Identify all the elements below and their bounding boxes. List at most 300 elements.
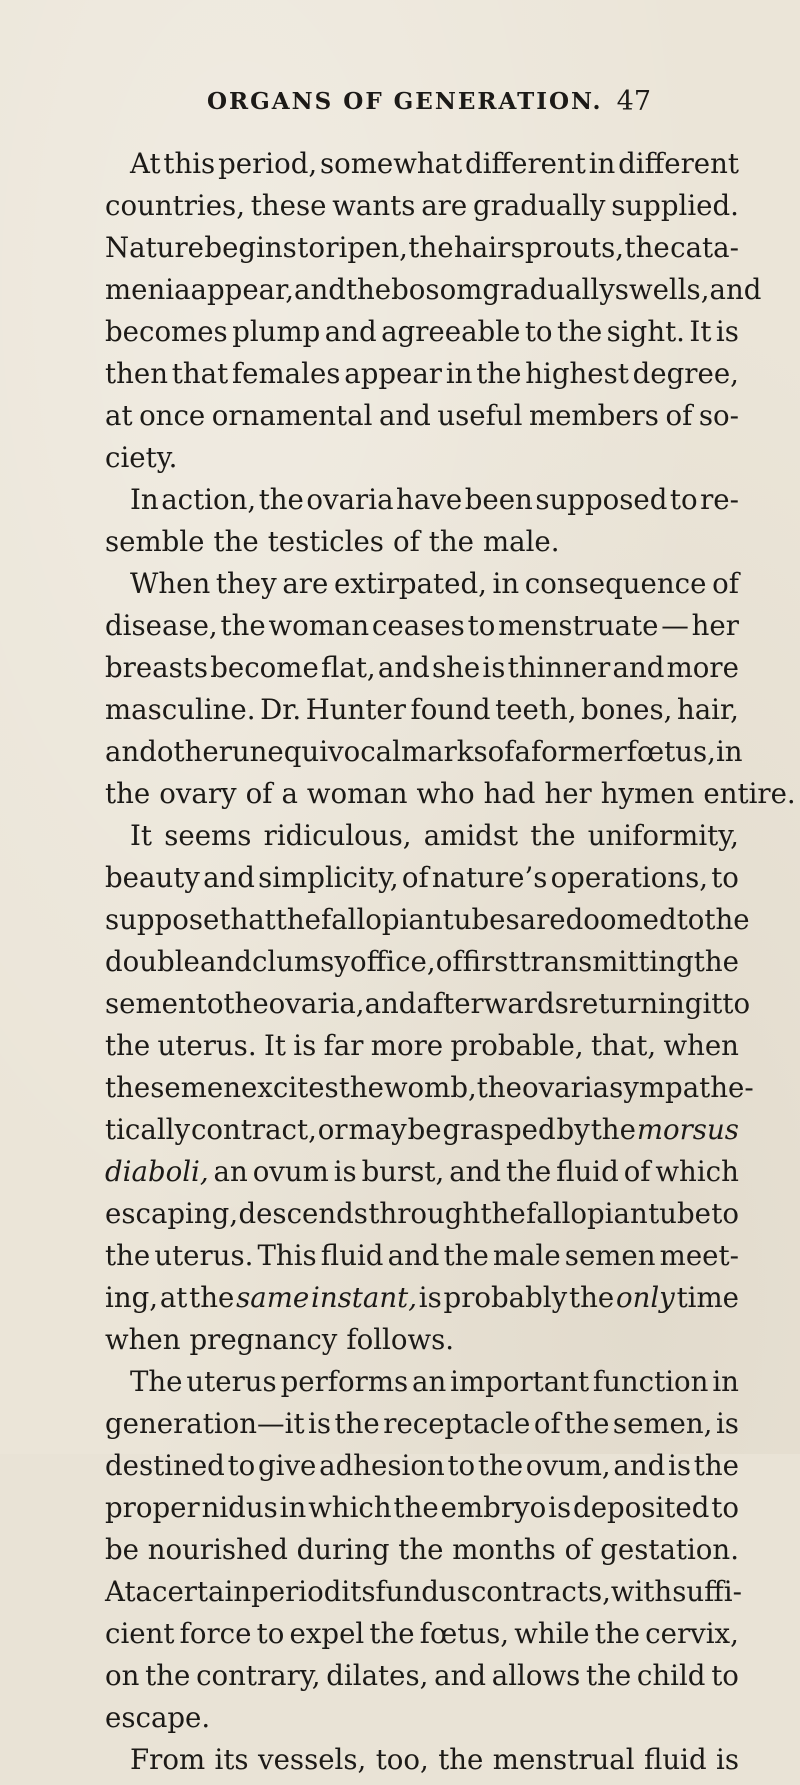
word: fallopian bbox=[320, 903, 443, 936]
word: hair, bbox=[676, 693, 739, 726]
text-line bbox=[105, 987, 751, 1029]
word: nourished bbox=[147, 1533, 288, 1566]
word: of bbox=[435, 945, 463, 978]
word: appear bbox=[344, 357, 443, 390]
word: time bbox=[676, 1281, 739, 1314]
word: allows bbox=[491, 1659, 581, 1692]
word: and bbox=[377, 651, 430, 684]
word: and bbox=[434, 1659, 487, 1692]
word: escape. bbox=[105, 1701, 211, 1734]
word: cervix, bbox=[645, 1617, 739, 1650]
word: found bbox=[410, 693, 491, 726]
word: to bbox=[669, 483, 698, 516]
word: the bbox=[105, 1029, 151, 1062]
word: period, bbox=[218, 147, 318, 180]
word: double bbox=[105, 945, 200, 978]
word: important bbox=[450, 1365, 590, 1398]
word: females bbox=[231, 357, 341, 390]
word: In bbox=[130, 483, 159, 516]
word: woman bbox=[306, 777, 408, 810]
word: been bbox=[464, 483, 533, 516]
text-line bbox=[105, 525, 739, 567]
word: first bbox=[462, 945, 520, 978]
word: clumsy bbox=[251, 945, 350, 978]
word: escaping, bbox=[105, 1197, 239, 1230]
word: It bbox=[263, 1029, 286, 1062]
text-line bbox=[105, 945, 739, 987]
word: gradually bbox=[482, 273, 615, 306]
word: and bbox=[324, 315, 377, 348]
text-line bbox=[105, 735, 743, 777]
word: semen, bbox=[612, 1407, 713, 1440]
word: masculine. bbox=[105, 693, 256, 726]
word: the bbox=[438, 1743, 484, 1776]
word: different bbox=[465, 147, 586, 180]
word: degree, bbox=[632, 357, 739, 390]
word: burst, bbox=[361, 1155, 445, 1188]
word: to bbox=[467, 609, 496, 642]
word: — bbox=[661, 609, 689, 642]
word: begins bbox=[204, 231, 297, 264]
word: countries, bbox=[105, 189, 245, 222]
text-line bbox=[105, 399, 739, 441]
text-line bbox=[105, 1323, 739, 1365]
text-line bbox=[105, 1365, 739, 1407]
word: performs bbox=[280, 1365, 409, 1398]
word: the bbox=[443, 1239, 489, 1272]
word: former bbox=[530, 735, 627, 768]
word: embryo bbox=[440, 1491, 547, 1524]
word: so- bbox=[698, 399, 739, 432]
word: that bbox=[219, 903, 276, 936]
word: in bbox=[279, 1491, 307, 1524]
word: which bbox=[655, 1155, 739, 1188]
word: to bbox=[227, 1449, 256, 1482]
word: ridiculous, bbox=[263, 819, 412, 852]
text-line bbox=[105, 819, 739, 861]
word: sight. bbox=[606, 315, 685, 348]
word: useful bbox=[437, 399, 523, 432]
word: swells, bbox=[614, 273, 710, 306]
word: and bbox=[709, 273, 762, 306]
word: semble bbox=[105, 525, 205, 558]
word: is bbox=[293, 1029, 317, 1062]
word: the bbox=[624, 231, 670, 264]
word: to bbox=[676, 903, 705, 936]
text-line bbox=[105, 1155, 739, 1197]
word: the bbox=[585, 1659, 632, 1692]
word: an bbox=[213, 1155, 248, 1188]
word: or bbox=[317, 1113, 348, 1146]
text-line bbox=[105, 357, 739, 399]
word: beauty bbox=[105, 861, 200, 894]
word: uterus. bbox=[154, 1239, 254, 1272]
word: fundus bbox=[375, 1575, 471, 1608]
word: probable, bbox=[450, 1029, 584, 1062]
word: descends bbox=[238, 1197, 368, 1230]
word: the bbox=[530, 819, 576, 852]
word: the bbox=[369, 1617, 415, 1650]
text-line bbox=[105, 231, 739, 273]
word: simplicity, bbox=[258, 861, 399, 894]
word: teeth, bbox=[495, 693, 577, 726]
word: the bbox=[476, 357, 522, 390]
word: and bbox=[449, 1155, 502, 1188]
word: contracts, bbox=[470, 1575, 611, 1608]
word: the bbox=[480, 1197, 526, 1230]
word: fallopian bbox=[526, 1197, 648, 1230]
word: to bbox=[297, 231, 325, 264]
word: thinner bbox=[507, 651, 611, 684]
text-line bbox=[105, 1659, 739, 1701]
word: tubes bbox=[442, 903, 520, 936]
word: becomes bbox=[105, 315, 228, 348]
text-line bbox=[105, 861, 739, 903]
word: follows. bbox=[346, 1323, 455, 1356]
word: the bbox=[398, 1533, 444, 1566]
word: give bbox=[257, 1449, 317, 1482]
word: hymen bbox=[600, 777, 695, 810]
word: fluid bbox=[320, 1239, 384, 1272]
word: be bbox=[105, 1533, 139, 1566]
word: is bbox=[716, 1743, 739, 1776]
word: highest bbox=[525, 357, 629, 390]
word: bones, bbox=[581, 693, 673, 726]
word: through bbox=[368, 1197, 481, 1230]
word: the bbox=[476, 1071, 522, 1104]
word: dilates, bbox=[326, 1659, 429, 1692]
word: sprouts, bbox=[510, 231, 625, 264]
word: it bbox=[702, 987, 723, 1020]
text-line bbox=[105, 1617, 739, 1659]
word: the bbox=[704, 903, 750, 936]
word: are bbox=[282, 567, 329, 600]
word: when bbox=[663, 1029, 739, 1062]
word: this bbox=[163, 147, 216, 180]
text-line bbox=[105, 567, 739, 609]
word: are bbox=[519, 903, 566, 936]
running-title: ORGANS OF GENERATION. bbox=[207, 88, 603, 115]
word: seems bbox=[164, 819, 252, 852]
word: these bbox=[250, 189, 327, 222]
word: contrary, bbox=[196, 1659, 321, 1692]
word: fœtus, bbox=[419, 1617, 510, 1650]
text-line bbox=[105, 1197, 739, 1239]
word: its bbox=[214, 1743, 249, 1776]
word: generation—it bbox=[105, 1407, 305, 1440]
text-line bbox=[105, 1239, 739, 1281]
word: gestation. bbox=[600, 1533, 739, 1566]
word: an bbox=[412, 1365, 447, 1398]
word: receptacle bbox=[383, 1407, 531, 1440]
word: office, bbox=[350, 945, 436, 978]
word: Nature bbox=[105, 231, 204, 264]
word: at bbox=[159, 1281, 188, 1314]
word: womb, bbox=[383, 1071, 477, 1104]
word: meet- bbox=[659, 1239, 739, 1272]
text-line bbox=[105, 189, 739, 231]
word: supplied. bbox=[611, 189, 739, 222]
word: destined bbox=[105, 1449, 225, 1482]
word: she bbox=[431, 651, 481, 684]
word: proper bbox=[105, 1491, 200, 1524]
word: amidst bbox=[423, 819, 519, 852]
word: and bbox=[387, 1239, 440, 1272]
word: gradually bbox=[473, 189, 606, 222]
word: When bbox=[130, 567, 211, 600]
word: uterus. bbox=[157, 1029, 257, 1062]
word: is bbox=[668, 1449, 692, 1482]
word: who bbox=[416, 777, 475, 810]
word: Dr. bbox=[260, 693, 302, 726]
word: fœtus, bbox=[626, 735, 716, 768]
word: sympathe- bbox=[609, 1071, 754, 1104]
word: cient bbox=[105, 1617, 175, 1650]
word: appear, bbox=[190, 273, 295, 306]
word: to bbox=[447, 1449, 476, 1482]
word: wants bbox=[332, 189, 416, 222]
word: operations, bbox=[550, 861, 709, 894]
word: and bbox=[203, 861, 255, 894]
word: It bbox=[689, 315, 712, 348]
word: is bbox=[308, 1407, 332, 1440]
text-line bbox=[105, 651, 739, 693]
word: they bbox=[215, 567, 277, 600]
word: suffi- bbox=[672, 1575, 742, 1608]
word: of bbox=[392, 525, 420, 558]
text-line bbox=[105, 441, 739, 483]
word: Hunter bbox=[305, 693, 406, 726]
word: ovaria, bbox=[268, 987, 365, 1020]
word: during bbox=[296, 1533, 390, 1566]
word: unequivocal bbox=[231, 735, 401, 768]
word: From bbox=[130, 1743, 206, 1776]
word: by bbox=[556, 1113, 590, 1146]
word: and bbox=[364, 987, 417, 1020]
word: the bbox=[428, 525, 474, 558]
word: the bbox=[258, 483, 304, 516]
word: only bbox=[615, 1281, 675, 1314]
word: menstrual bbox=[492, 1743, 635, 1776]
text-line bbox=[105, 1029, 739, 1071]
word: a bbox=[514, 735, 531, 768]
text-line bbox=[105, 903, 750, 945]
word: tically bbox=[105, 1113, 191, 1146]
word: The bbox=[130, 1365, 183, 1398]
text-line bbox=[105, 1701, 739, 1743]
word: the bbox=[213, 525, 259, 558]
text-line bbox=[105, 1743, 739, 1785]
word: period bbox=[251, 1575, 342, 1608]
word: male. bbox=[482, 525, 560, 558]
word: the bbox=[145, 1659, 191, 1692]
word: to bbox=[722, 987, 751, 1020]
word: re- bbox=[700, 483, 739, 516]
word: uterus bbox=[186, 1365, 277, 1398]
word: to bbox=[711, 1659, 739, 1692]
word: child bbox=[636, 1659, 706, 1692]
word: and bbox=[612, 651, 665, 684]
page-number: 47 bbox=[616, 86, 651, 117]
word: the bbox=[477, 1449, 524, 1482]
word: to bbox=[524, 315, 553, 348]
word: more bbox=[370, 1029, 444, 1062]
word: grasped bbox=[442, 1113, 556, 1146]
word: menia bbox=[105, 273, 191, 306]
word: uniformity, bbox=[587, 819, 739, 852]
word: is bbox=[715, 315, 739, 348]
word: and bbox=[294, 273, 346, 306]
word: ciety. bbox=[105, 441, 178, 474]
text-line bbox=[105, 1281, 739, 1323]
word: to bbox=[256, 1617, 285, 1650]
word: once bbox=[139, 399, 206, 432]
word: semen bbox=[105, 987, 196, 1020]
word: the bbox=[393, 1491, 439, 1524]
running-head bbox=[207, 88, 687, 122]
text-line bbox=[105, 1491, 739, 1533]
word: cata- bbox=[670, 231, 739, 264]
word: marks bbox=[400, 735, 488, 768]
word: the bbox=[275, 903, 321, 936]
word: ovum, bbox=[525, 1449, 611, 1482]
word: be bbox=[407, 1113, 442, 1146]
text-line bbox=[105, 1113, 739, 1155]
word: and bbox=[199, 945, 252, 978]
word: consequence bbox=[524, 567, 707, 600]
word: a bbox=[135, 1575, 152, 1608]
text-line bbox=[105, 315, 739, 357]
word: This bbox=[257, 1239, 317, 1272]
word: which bbox=[308, 1491, 392, 1524]
word: the bbox=[590, 1113, 636, 1146]
word: the bbox=[334, 1407, 380, 1440]
word: diaboli, bbox=[105, 1155, 209, 1188]
word: at bbox=[105, 399, 133, 432]
word: suppose bbox=[105, 903, 220, 936]
word: is bbox=[418, 1281, 442, 1314]
word: the bbox=[338, 1071, 384, 1104]
word: flat, bbox=[320, 651, 376, 684]
word: instant, bbox=[311, 1281, 417, 1314]
word: the bbox=[568, 1281, 615, 1314]
word: that bbox=[171, 357, 229, 390]
word: in bbox=[588, 147, 616, 180]
word: the bbox=[506, 1155, 552, 1188]
word: with bbox=[610, 1575, 673, 1608]
word: certain bbox=[151, 1575, 252, 1608]
word: supposed bbox=[535, 483, 668, 516]
word: agreeable bbox=[381, 315, 521, 348]
word: is bbox=[548, 1491, 572, 1524]
word: the bbox=[564, 1407, 610, 1440]
word: same bbox=[236, 1281, 310, 1314]
word: more bbox=[666, 651, 739, 684]
text-line bbox=[105, 1071, 754, 1113]
word: a bbox=[281, 777, 298, 810]
word: become bbox=[210, 651, 319, 684]
word: her bbox=[544, 777, 592, 810]
word: the bbox=[693, 945, 739, 978]
word: probably bbox=[443, 1281, 568, 1314]
word: is bbox=[715, 1407, 739, 1440]
text-line bbox=[105, 777, 796, 819]
word: in bbox=[712, 1365, 739, 1398]
word: semen bbox=[564, 1239, 656, 1272]
word: in bbox=[445, 357, 473, 390]
word: excites bbox=[240, 1071, 339, 1104]
word: afterwards bbox=[416, 987, 569, 1020]
word: At bbox=[130, 147, 161, 180]
word: vessels, bbox=[257, 1743, 367, 1776]
word: on bbox=[105, 1659, 140, 1692]
word: deposited bbox=[573, 1491, 710, 1524]
word: to bbox=[711, 1491, 739, 1524]
word: of bbox=[245, 777, 273, 810]
word: male bbox=[492, 1239, 561, 1272]
word: in bbox=[492, 567, 520, 600]
word: hair bbox=[453, 231, 511, 264]
word: the bbox=[105, 1239, 151, 1272]
word: menstruate bbox=[498, 609, 659, 642]
word: the bbox=[408, 231, 454, 264]
word: while bbox=[514, 1617, 590, 1650]
word: entire. bbox=[703, 777, 796, 810]
word: too, bbox=[375, 1743, 429, 1776]
word: and bbox=[613, 1449, 666, 1482]
word: are bbox=[421, 189, 468, 222]
word: and bbox=[105, 735, 157, 768]
word: force bbox=[179, 1617, 252, 1650]
word: had bbox=[483, 777, 536, 810]
word: to bbox=[195, 987, 224, 1020]
word: the bbox=[105, 1071, 151, 1104]
word: somewhat bbox=[319, 147, 463, 180]
text-line bbox=[105, 273, 762, 315]
word: of bbox=[487, 735, 515, 768]
word: expel bbox=[289, 1617, 365, 1650]
word: ripen, bbox=[325, 231, 408, 264]
word: nature’s bbox=[431, 861, 548, 894]
body-text bbox=[105, 147, 796, 1785]
word: contract, bbox=[190, 1113, 317, 1146]
word: It bbox=[130, 819, 152, 852]
word: ornamental bbox=[211, 399, 373, 432]
text-line bbox=[105, 609, 739, 651]
word: different bbox=[618, 147, 739, 180]
word: bosom bbox=[391, 273, 483, 306]
word: the bbox=[223, 987, 269, 1020]
word: members bbox=[528, 399, 659, 432]
word: breasts bbox=[105, 651, 209, 684]
word: the bbox=[594, 1617, 640, 1650]
text-line bbox=[105, 693, 739, 735]
text-line bbox=[105, 147, 739, 189]
word: doomed bbox=[565, 903, 677, 936]
word: the bbox=[189, 1281, 235, 1314]
word: function bbox=[592, 1365, 709, 1398]
word: ovaria bbox=[521, 1071, 610, 1104]
word: the bbox=[220, 609, 266, 642]
word: returning bbox=[568, 987, 703, 1020]
word: fluid bbox=[643, 1743, 707, 1776]
word: ing, bbox=[105, 1281, 159, 1314]
text-line bbox=[105, 1533, 739, 1575]
word: have bbox=[396, 483, 463, 516]
word: plump bbox=[232, 315, 321, 348]
word: is bbox=[333, 1155, 357, 1188]
text-line bbox=[105, 1407, 739, 1449]
